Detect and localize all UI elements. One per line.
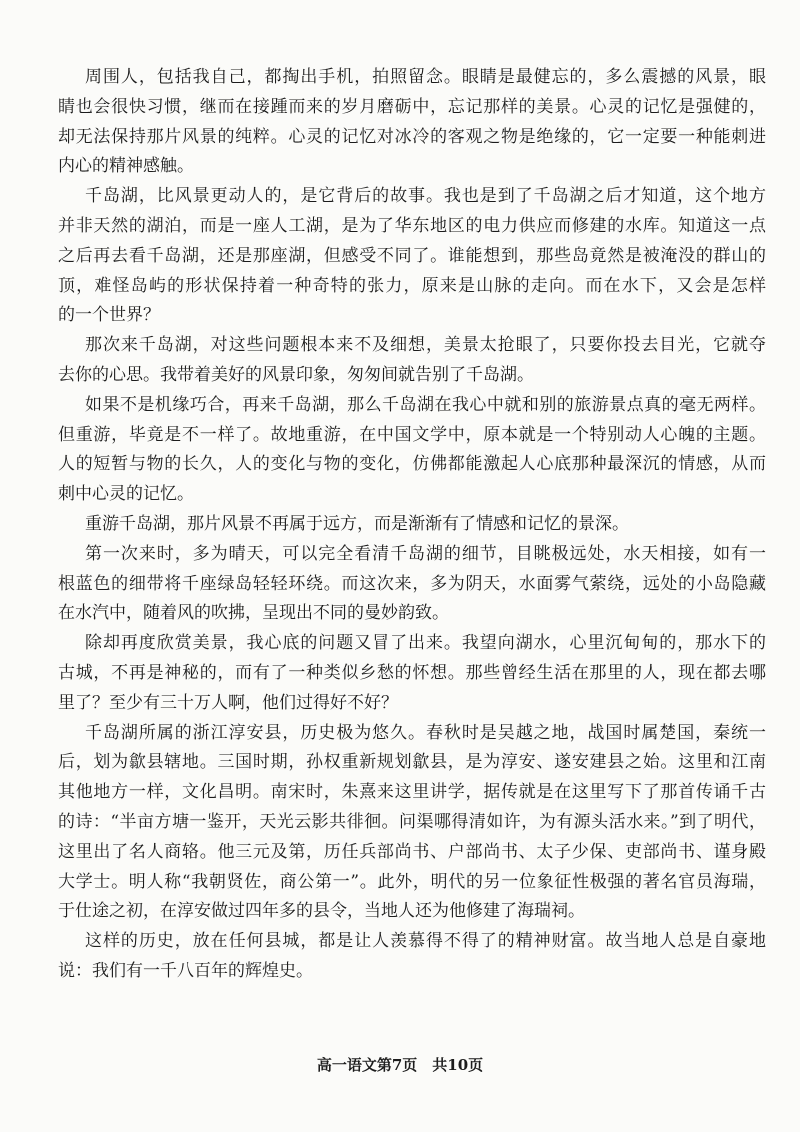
document-body	[58, 63, 766, 987]
paragraph	[58, 510, 766, 540]
paragraph	[58, 182, 766, 331]
text-line: 并非天然的湖泊，而是一座人工湖，是为了华东地区的电力供应而修建的水库。知道这一点	[58, 215, 766, 236]
text-line: 如果不是机缘巧合，再来千岛湖，那么千岛湖在我心中就和别的旅游景点真的毫无两样。	[85, 394, 766, 415]
text-line: 除却再度欣赏美景，我心底的问题又冒了出来。我望向湖水，心里沉甸甸的，那水下的	[85, 633, 766, 654]
text-line: 后，划为歙县辖地。三国时期，孙权重新规划歙县，是为淳安、遂安建县之始。这里和江南	[58, 752, 766, 773]
text-line: 那次来千岛湖，对这些问题根本来不及细想，美景太抢眼了，只要你投去目光，它就夺	[85, 335, 766, 356]
text-line: 千岛湖所属的浙江淳安县，历史极为悠久。春秋时是吴越之地，战国时属楚国，秦统一	[85, 722, 766, 743]
page-footer: 高一语文第7页 共10页	[316, 1056, 484, 1074]
text-line: 在水汽中，随着风的吹拂，呈现出不同的曼妙韵致。	[58, 603, 449, 624]
paragraph	[58, 629, 766, 718]
text-line: 古城，不再是神秘的，而有了一种类似乡愁的怀想。那些曾经生活在那里的人，现在都去哪	[58, 662, 766, 683]
text-line: 于仕途之初，在淳安做过四年多的县令，当地人还为他修建了海瑞祠。	[58, 901, 585, 922]
text-line: 之后再去看千岛湖，还是那座湖，但感受不同了。谁能想到，那些岛竟然是被淹没的群山的	[58, 245, 766, 266]
text-line: 的诗：“半亩方塘一鉴开，天光云影共徘徊。问渠哪得清如许，为有源头活水来。”到了明代，	[58, 811, 766, 832]
text-line: 根蓝色的细带将千座绿岛轻轻环绕。而这次来，多为阴天，水面雾气萦绕，远处的小岛隐藏	[58, 573, 766, 594]
text-line: 但重游，毕竟是不一样了。故地重游，在中国文学中，原本就是一个特别动人心魄的主题。	[58, 424, 766, 445]
text-line: 千岛湖，比风景更动人的，是它背后的故事。我也是到了千岛湖之后才知道，这个地方	[85, 186, 766, 207]
text-line: 睛也会很快习惯，继而在接踵而来的岁月磨砺中，忘记那样的美景。心灵的记忆是强健的，	[58, 96, 766, 117]
text-line: 周围人，包括我自己，都掏出手机，拍照留念。眼睛是最健忘的，多么震撼的风景，眼	[85, 67, 766, 87]
text-line: 说：我们有一千八百年的辉煌史。	[58, 960, 313, 981]
paragraph	[58, 927, 766, 987]
text-line: 刺中心灵的记忆。	[58, 484, 194, 505]
text-line: 里了？至少有三十万人啊，他们过得好不好？	[58, 692, 398, 713]
text-line: 大学士。明人称“我朝贤佐，商公第一”。此外，明代的另一位象征性极强的著名官员海瑞，	[58, 871, 766, 892]
paragraph	[58, 719, 766, 928]
text-line: 第一次来时，多为晴天，可以完全看清千岛湖的细节，目眺极远处，水天相接，如有一	[85, 543, 766, 564]
paragraph	[58, 391, 766, 510]
text-line: 顶，难怪岛屿的形状保持着一种奇特的张力，原来是山脉的走向。而在水下，又会是怎样	[58, 275, 766, 296]
text-line: 的一个世界？	[58, 305, 160, 326]
text-line: 却无法保持那片风景的纯粹。心灵的记忆对冰冷的客观之物是绝缘的，它一定要一种能刺进	[58, 126, 766, 147]
paragraph	[58, 331, 766, 391]
text-line: 重游千岛湖，那片风景不再属于远方，而是渐渐有了情感和记忆的景深。	[85, 513, 629, 534]
paragraph	[58, 540, 766, 629]
text-line: 内心的精神感触。	[58, 156, 194, 177]
text-line: 其他地方一样，文化昌明。南宋时，朱熹来这里讲学，据传就是在这里写下了那首传诵千古	[58, 782, 766, 803]
text-line: 去你的心思。我带着美好的风景印象，匆匆间就告别了千岛湖。	[58, 364, 534, 385]
text-line: 这样的历史，放在任何县城，都是让人羡慕得不得了的精神财富。故当地人总是自豪地	[85, 931, 766, 952]
paragraph	[58, 63, 766, 182]
text-line: 人的短暂与物的长久，人的变化与物的变化，仿佛都能激起人心底那种最深沉的情感，从而	[58, 454, 766, 475]
text-line: 这里出了名人商辂。他三元及第，历任兵部尚书、户部尚书、太子少保、吏部尚书、谨身殿	[58, 841, 766, 862]
